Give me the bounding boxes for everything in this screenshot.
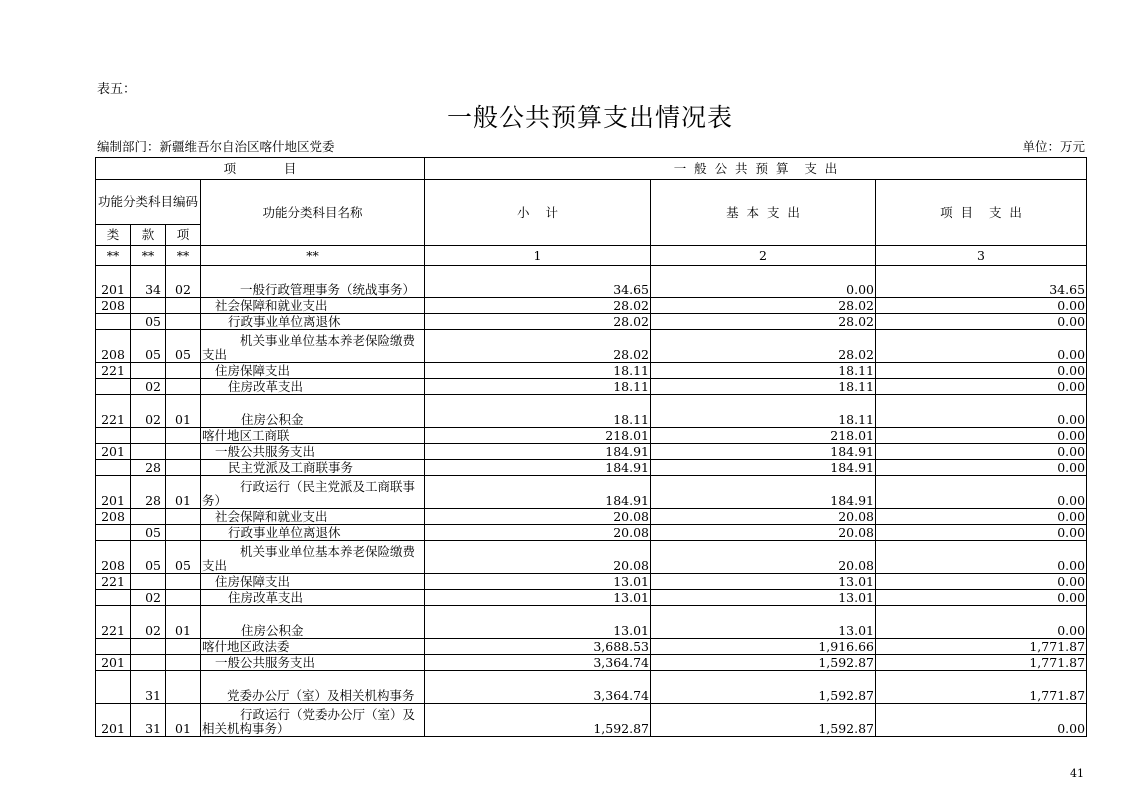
xiang-cell [166,574,201,590]
name-cell: 党委办公厅（室）及相关机构事务 [201,671,425,704]
subtotal-cell: 184.91 [425,476,651,509]
basic-cell: 1,916.66 [651,639,876,655]
kuan-cell [131,363,166,379]
table-row [96,266,1087,298]
basic-cell: 18.11 [651,363,876,379]
table-row [96,590,1087,606]
table-row [96,704,1087,737]
subtotal-cell: 34.65 [425,266,651,298]
subtotal-cell: 20.08 [425,541,651,574]
project-expense-cell: 0.00 [876,444,1087,460]
project-expense-cell: 0.00 [876,509,1087,525]
basic-cell: 18.11 [651,379,876,395]
project-expense-cell: 0.00 [876,314,1087,330]
name-cell: 行政事业单位离退休 [201,525,425,541]
lei-cell: 221 [96,574,131,590]
xiang-cell: 05 [166,330,201,363]
header-row [96,158,1087,180]
lei-cell: 201 [96,444,131,460]
basic-cell: 28.02 [651,330,876,363]
project-expense-cell: 0.00 [876,590,1087,606]
kuan-cell: 28 [131,476,166,509]
table-row [96,476,1087,509]
basic-cell: 1,592.87 [651,671,876,704]
basic-cell: 20.08 [651,509,876,525]
table-row [96,460,1087,476]
xiang-cell: 01 [166,476,201,509]
project-expense-cell: 1,771.87 [876,639,1087,655]
name-cell: 行政事业单位离退休 [201,314,425,330]
kuan-cell [131,655,166,671]
kuan-cell: 05 [131,525,166,541]
subtotal-cell: 20.08 [425,525,651,541]
lei-cell [96,639,131,655]
subtotal-cell: 13.01 [425,606,651,639]
code-group-header: 功能分类科目编码 [96,180,201,225]
kuan-cell: 02 [131,606,166,639]
subtotal-cell: 184.91 [425,444,651,460]
table-row [96,298,1087,314]
lei-cell [96,379,131,395]
basic-cell: 13.01 [651,590,876,606]
xiang-cell [166,363,201,379]
subtotal-cell: 13.01 [425,574,651,590]
department-label: 编制部门：新疆维吾尔自治区喀什地区党委 [97,139,335,154]
table-row [96,671,1087,704]
kuan-cell: 31 [131,704,166,737]
subtotal-cell: 28.02 [425,330,651,363]
basic-cell: 1,592.87 [651,704,876,737]
name-cell: 民主党派及工商联事务 [201,460,425,476]
table-row [96,363,1087,379]
lei-cell: 221 [96,395,131,428]
xiang-cell: 02 [166,266,201,298]
kuan-cell: 05 [131,541,166,574]
subtotal-cell: 18.11 [425,363,651,379]
lei-cell: 201 [96,266,131,298]
xiang-cell [166,298,201,314]
header-row [96,180,1087,225]
lei-header: 类 [96,225,131,246]
basic-cell: 1,592.87 [651,655,876,671]
xiang-cell [166,655,201,671]
project-expense-header: 项 目 支 出 [876,180,1087,246]
table-row [96,395,1087,428]
table-row [96,525,1087,541]
kuan-header: 款 [131,225,166,246]
table-row [96,444,1087,460]
xiang-cell [166,590,201,606]
kuan-cell: 28 [131,460,166,476]
subtotal-cell: 28.02 [425,314,651,330]
xiang-cell: 05 [166,541,201,574]
index-cell: 3 [876,246,1087,266]
name-header: 功能分类科目名称 [201,180,425,246]
subtotal-cell: 28.02 [425,298,651,314]
kuan-cell: 34 [131,266,166,298]
name-cell: 一般公共服务支出 [201,444,425,460]
lei-cell [96,428,131,444]
project-header: 项 目 [96,158,425,180]
kuan-cell: 05 [131,314,166,330]
xiang-cell [166,639,201,655]
project-expense-cell: 0.00 [876,395,1087,428]
name-cell: 住房公积金 [201,606,425,639]
lei-cell: 201 [96,704,131,737]
name-cell: 喀什地区政法委 [201,639,425,655]
subtotal-cell: 184.91 [425,460,651,476]
name-cell: 一般公共服务支出 [201,655,425,671]
kuan-cell [131,574,166,590]
subtotal-cell: 13.01 [425,590,651,606]
index-cell: 2 [651,246,876,266]
kuan-cell [131,428,166,444]
kuan-cell: 02 [131,395,166,428]
index-cell: 1 [425,246,651,266]
project-expense-cell: 0.00 [876,379,1087,395]
lei-cell [96,671,131,704]
project-expense-cell: 0.00 [876,574,1087,590]
lei-cell [96,460,131,476]
name-cell: 喀什地区工商联 [201,428,425,444]
lei-cell [96,590,131,606]
subtotal-cell: 20.08 [425,509,651,525]
xiang-cell [166,460,201,476]
kuan-cell [131,444,166,460]
project-expense-cell: 1,771.87 [876,671,1087,704]
lei-cell: 208 [96,541,131,574]
basic-cell: 28.02 [651,298,876,314]
lei-cell: 221 [96,363,131,379]
lei-cell: 208 [96,330,131,363]
project-expense-cell: 0.00 [876,330,1087,363]
kuan-cell: 02 [131,379,166,395]
table-row [96,379,1087,395]
name-cell: 机关事业单位基本养老保险缴费支出 [201,330,425,363]
project-expense-cell: 1,771.87 [876,655,1087,671]
basic-header: 基 本 支 出 [651,180,876,246]
basic-cell: 0.00 [651,266,876,298]
table-row [96,509,1087,525]
name-cell: 社会保障和就业支出 [201,298,425,314]
name-cell: 住房保障支出 [201,574,425,590]
kuan-cell [131,639,166,655]
unit-label: 单位：万元 [1022,139,1085,154]
project-expense-cell: 34.65 [876,266,1087,298]
lei-cell: 201 [96,655,131,671]
table-row [96,639,1087,655]
name-cell: 机关事业单位基本养老保险缴费支出 [201,541,425,574]
xiang-cell [166,525,201,541]
general-budget-header: 一 般 公 共 预 算 支 出 [425,158,1087,180]
xiang-cell: 01 [166,704,201,737]
name-cell: 一般行政管理事务（统战事务） [201,266,425,298]
xiang-cell: 01 [166,395,201,428]
project-expense-cell: 0.00 [876,460,1087,476]
index-cell: ** [96,246,131,266]
table-row [96,314,1087,330]
subtotal-cell: 18.11 [425,395,651,428]
kuan-cell: 31 [131,671,166,704]
kuan-cell: 02 [131,590,166,606]
table-label: 表五： [97,82,137,97]
project-expense-cell: 0.00 [876,363,1087,379]
kuan-cell [131,298,166,314]
page-number: 41 [1070,767,1084,780]
basic-cell: 20.08 [651,541,876,574]
lei-cell: 208 [96,509,131,525]
basic-cell: 28.02 [651,314,876,330]
xiang-cell [166,671,201,704]
name-cell: 住房改革支出 [201,590,425,606]
xiang-cell: 01 [166,606,201,639]
project-expense-cell: 0.00 [876,298,1087,314]
basic-cell: 184.91 [651,476,876,509]
basic-cell: 184.91 [651,444,876,460]
xiang-header: 项 [166,225,201,246]
basic-cell: 20.08 [651,525,876,541]
subtotal-cell: 1,592.87 [425,704,651,737]
name-cell: 住房保障支出 [201,363,425,379]
lei-cell: 201 [96,476,131,509]
name-cell: 行政运行（党委办公厅（室）及相关机构事务） [201,704,425,737]
name-cell: 住房改革支出 [201,379,425,395]
index-row [96,246,1087,266]
subtotal-cell: 218.01 [425,428,651,444]
table-row [96,330,1087,363]
page-title: 一般公共预算支出情况表 [446,103,733,132]
basic-cell: 13.01 [651,574,876,590]
basic-cell: 218.01 [651,428,876,444]
table-row [96,428,1087,444]
index-cell: ** [201,246,425,266]
table-row [96,606,1087,639]
index-cell: ** [166,246,201,266]
lei-cell: 221 [96,606,131,639]
subtotal-cell: 3,364.74 [425,671,651,704]
subtotal-header: 小 计 [425,180,651,246]
project-expense-cell: 0.00 [876,541,1087,574]
project-expense-cell: 0.00 [876,476,1087,509]
index-cell: ** [131,246,166,266]
subtotal-cell: 18.11 [425,379,651,395]
lei-cell [96,314,131,330]
xiang-cell [166,314,201,330]
table-row [96,574,1087,590]
budget-table [95,157,1087,737]
project-expense-cell: 0.00 [876,704,1087,737]
project-expense-cell: 0.00 [876,428,1087,444]
project-expense-cell: 0.00 [876,525,1087,541]
basic-cell: 13.01 [651,606,876,639]
xiang-cell [166,444,201,460]
table-row [96,655,1087,671]
name-cell: 行政运行（民主党派及工商联事务） [201,476,425,509]
table-row [96,541,1087,574]
xiang-cell [166,509,201,525]
name-cell: 社会保障和就业支出 [201,509,425,525]
kuan-cell [131,509,166,525]
xiang-cell [166,428,201,444]
basic-cell: 184.91 [651,460,876,476]
subtotal-cell: 3,364.74 [425,655,651,671]
name-cell: 住房公积金 [201,395,425,428]
subtotal-cell: 3,688.53 [425,639,651,655]
lei-cell: 208 [96,298,131,314]
kuan-cell: 05 [131,330,166,363]
project-expense-cell: 0.00 [876,606,1087,639]
lei-cell [96,525,131,541]
basic-cell: 18.11 [651,395,876,428]
xiang-cell [166,379,201,395]
